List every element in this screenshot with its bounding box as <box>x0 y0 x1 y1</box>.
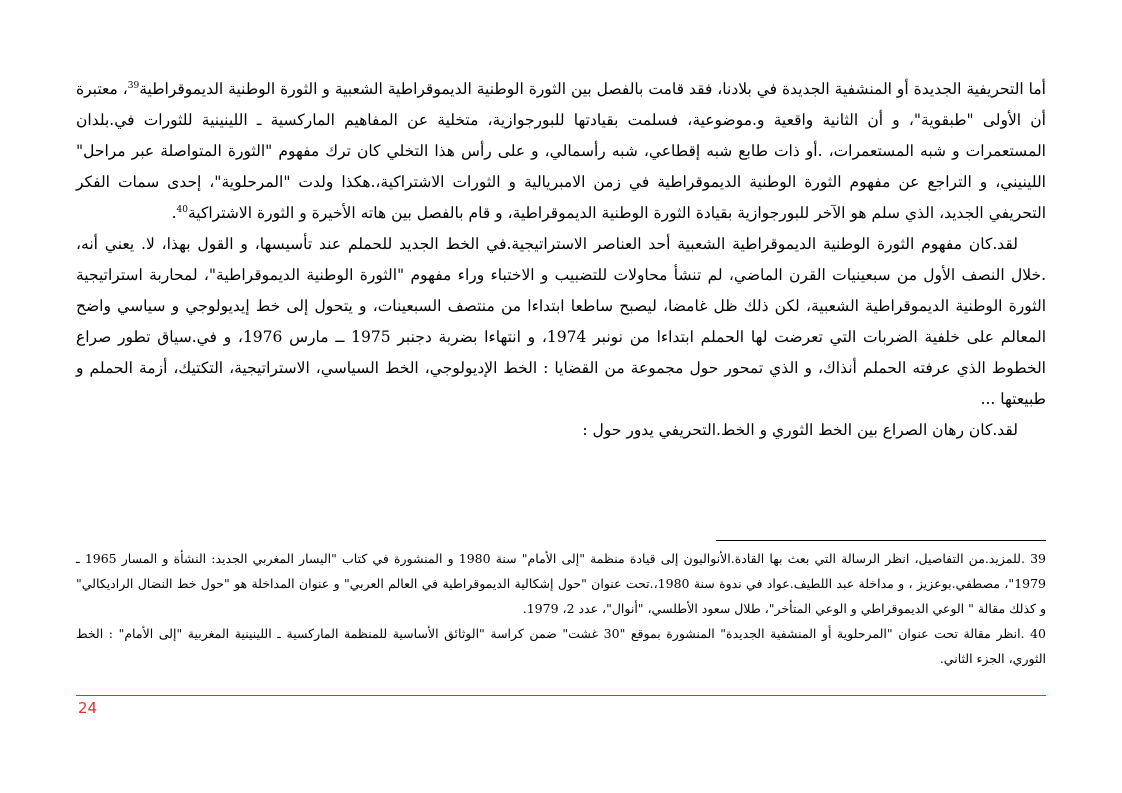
footnote-separator <box>716 540 1046 541</box>
footnotes <box>76 546 1046 671</box>
footnote-40: 40 .انظر مقالة تحت عنوان "المرحلوية أو المنشفية الجديدة" المنشورة بموقع "30 غشت" ضمن كراسة "الوثائق الأساسية للمنظمة الماركسية ـ اللينينية المغربية "إلى الأمام" : الخط الثوري، الجزء الثاني. <box>76 626 1046 666</box>
paragraph-2: لقد.كان مفهوم الثورة الوطنية الديموقراطية الشعبية أحد العناصر الاستراتيجية.في الخط الجديد للحملم عند تأسيسها، و القول بهذا، لا. يعني أنه، .خلال النصف الأول من سبعينيات القرن الماضي، لم تنشأ محاولات للتضبيب و الاختباء وراء مفهوم "الثورة الوطنية الديموقراطية"، لمحاربة استراتيجية الثورة الوطنية الديموقراطية الشعبية، لكن ذلك ظل غامضا، ليصبح ساطعا ابتداءا من منتصف السبعينات، و يتحول إلى خط إيديولوجي و سياسي واضح المعالم على خلفية الضربات التي تعرضت لها الحملم ابتداءا من نونبر 1974، و انتهاءا بضربة دجنبر 1975 ــ مارس 1976، و في.سياق تطور صراع الخطوط الذي عرفته الحملم أنذاك، و الذي تمحور حول مجموعة من القضايا : الخط الإديولوجي، الخط السياسي، الاستراتيجية، التكتيك، أزمة الحملم و طبيعتها ... <box>76 235 1046 408</box>
footnote-39: 39 .للمزيد.من التفاصيل، انظر الرسالة التي بعث بها القادة.الأنواليون إلى قيادة منظمة "إلى الأمام" سنة 1980 و المنشورة في كتاب "اليسار المغربي الجديد: النشأة و المسار 1965 ـ 1979"، مصطفي.بوعزيز ، و مداخلة عبد اللطيف.عواد في ندوة سنة 1980،.تحت عنوان "حول إشكالية الديموقراطية في العالم العربي" و عنوان المداخلة هو "حول خط النضال الراديكالي" و كذلك مقالة " الوعي الديموقراطي و الوعي المتأخر"، طلال سعود الأطلسي، "أنوال"، عدد 2، 1979. <box>76 551 1046 616</box>
page-number: 24 <box>78 699 98 717</box>
paragraph-1-text-continued: ، معتبرة أن الأولى "طبقوية"، و أن الثانية واقعية و.موضوعية، فسلمت بقيادتها للبورجوازية، متخلية عن المفاهيم الماركسية ـ اللينينية للثورات في.بلدان المستعمرات و شبه المستعمرات، .أو ذات طابع شبه إقطاعي، شبه رأسمالي، و على رأس هذا التخلي كان ترك مفهوم "الثورة المتواصلة عبر مراحل" اللينيني، و التراجع عن مفهوم الثورة الوطنية الديموقراطية في زمن الامبريالية و الثورات الاشتراكية،.هكذا ولدت "المرحلوية"، إحدى سمات الفكر التحريفي الجديد، الذي سلم هو الآخر للبورجوازية بقيادة الثورة الوطنية الديموقراطية، و قام بالفصل بين هاته الأخيرة و الثورة الاشتراكية <box>76 80 1046 222</box>
paragraph-1-end: . <box>171 204 177 222</box>
body-text <box>76 74 1046 446</box>
paragraph-1 <box>76 74 1046 229</box>
paragraph-1-text: أما التحريفية الجديدة أو المنشفية الجديدة في بلادنا، فقد قامت بالفصل بين الثورة الوطنية الديموقراطية الشعبية و الثورة الوطنية الديموقراطية <box>139 80 1046 98</box>
page-footer-rule <box>76 695 1046 696</box>
footnote-ref-40[interactable]: 40 <box>176 204 188 215</box>
footnote-ref-39[interactable]: 39 <box>127 80 140 91</box>
paragraph-3: لقد.كان رهان الصراع بين الخط الثوري و الخط.التحريفي يدور حول : <box>582 421 1018 439</box>
